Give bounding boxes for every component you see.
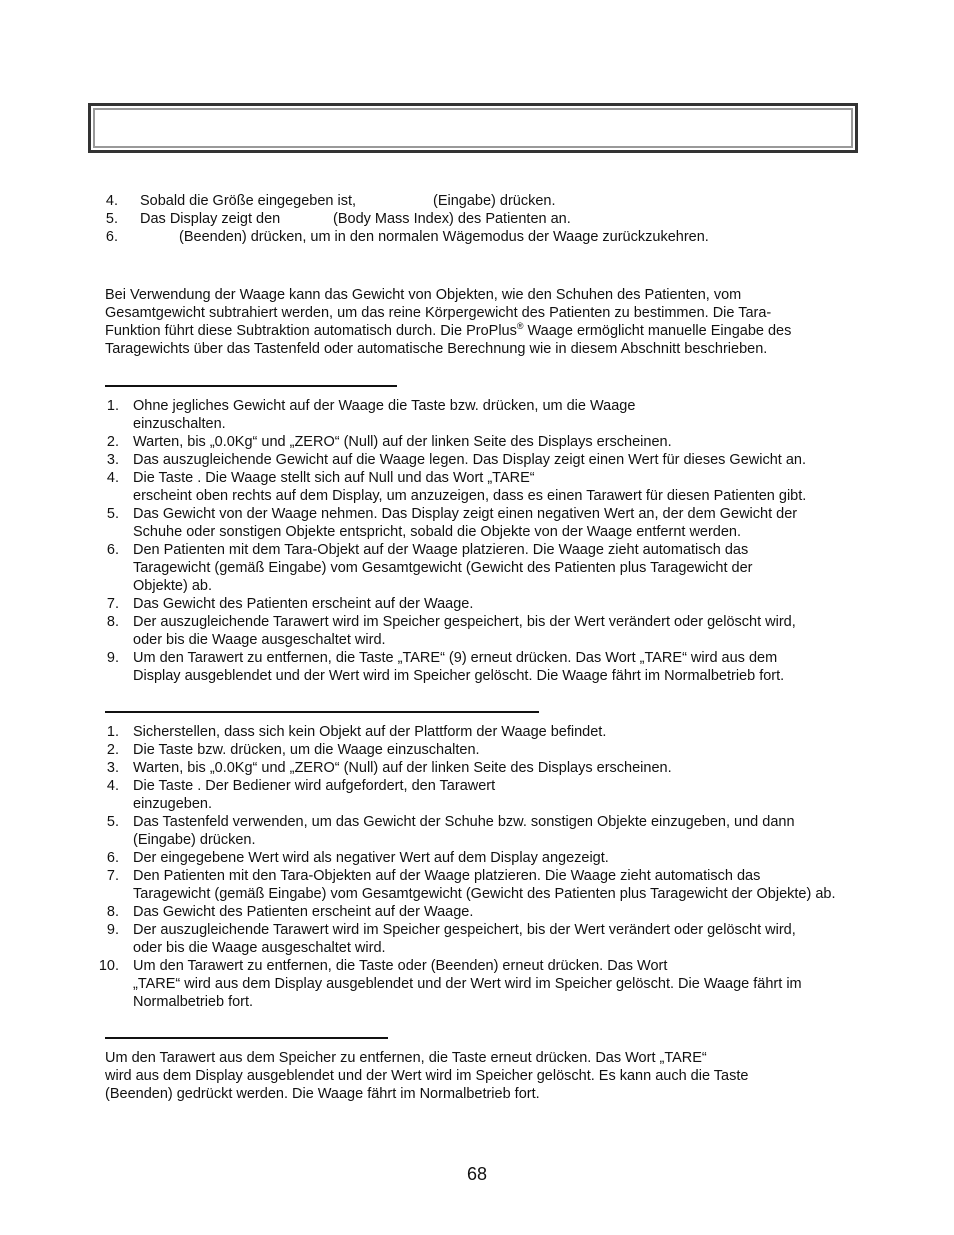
item-line: (Eingabe) drücken.: [133, 832, 256, 848]
item-text: [133, 541, 753, 595]
item-line: „TARE“ wird aus dem Display ausgeblendet und der Wert wird im Speicher gelöscht. Die Waage fährt im: [133, 976, 802, 992]
paragraph-text: Funktion führt diese Subtraktion automatisch durch. Die ProPlus: [105, 323, 517, 339]
item-number: 4.: [106, 778, 119, 794]
item-text: [133, 921, 796, 957]
item-line: Taragewicht (gemäß Eingabe) vom Gesamtgewicht (Gewicht des Patienten plus Taragewicht der Objekte) ab.: [133, 886, 836, 902]
paragraph-line: Um den Tarawert aus dem Speicher zu entfernen, die Taste erneut drücken. Das Wort „TARE“: [105, 1050, 707, 1066]
item-number: 6.: [106, 542, 119, 558]
item-line: Den Patienten mit dem Tara-Objekt auf der Waage platzieren. Die Waage zieht automatisch das: [133, 542, 749, 558]
item-number: 7.: [106, 596, 119, 612]
item-line: Das Gewicht von der Waage nehmen. Das Display zeigt einen negativen Wert an, der dem Gewicht der: [133, 506, 798, 522]
item-text: Das Display zeigt den: [140, 211, 281, 227]
item-text: [133, 741, 480, 759]
item-number: 4.: [105, 193, 118, 209]
item-number: 10.: [98, 958, 119, 974]
paragraph-line: wird aus dem Display ausgeblendet und der Wert wird im Speicher gelöscht. Es kann auch die Taste: [105, 1068, 749, 1084]
item-text: [133, 759, 672, 777]
item-line: Objekte) ab.: [133, 578, 212, 594]
item-text: (Body Mass Index) des Patienten an.: [333, 211, 571, 227]
item-number: 8.: [106, 614, 119, 630]
page-number: 68: [466, 1164, 488, 1184]
item-number: 4.: [106, 470, 119, 486]
item-line: Um den Tarawert zu entfernen, die Taste „TARE“ (9) erneut drücken. Das Wort „TARE“ wird aus dem: [133, 650, 778, 666]
item-line: Sicherstellen, dass sich kein Objekt auf der Plattform der Waage befindet.: [133, 724, 607, 740]
item-number: 6.: [106, 850, 119, 866]
intro-paragraph: [105, 286, 865, 358]
paragraph-text: Waage ermöglicht manuelle Eingabe des: [523, 323, 792, 339]
paragraph-line: Gesamtgewicht subtrahiert werden, um das reine Körpergewicht des Patienten zu bestimmen. Die Tara-: [105, 305, 772, 321]
item-text: [133, 903, 473, 921]
item-text: [133, 849, 609, 867]
registered-mark: ®: [516, 321, 524, 332]
item-text: (Eingabe) drücken.: [433, 193, 556, 209]
item-line: Der auszugleichende Tarawert wird im Speicher gespeichert, bis der Wert verändert oder gelöscht wird,: [133, 614, 796, 630]
item-text: [133, 469, 806, 505]
item-text: [133, 777, 495, 813]
section-heading-rule: [105, 1037, 388, 1039]
item-line: Der auszugleichende Tarawert wird im Speicher gespeichert, bis der Wert verändert oder gelöscht wird,: [133, 922, 796, 938]
item-text: [133, 595, 473, 613]
item-line: erscheint oben rechts auf dem Display, um anzuzeigen, dass es einen Tarawert für diesen Patienten gibt.: [133, 488, 807, 504]
section-header-box: [88, 103, 858, 153]
paragraph-line: Taragewichts über das Tastenfeld oder automatische Berechnung wie in diesem Abschnitt beschrieben.: [105, 341, 768, 357]
item-text: [133, 451, 806, 469]
item-text: [133, 723, 606, 741]
item-text: (Beenden) drücken, um in den normalen Wägemodus der Waage zurückzukehren.: [179, 229, 709, 245]
item-text: [133, 397, 635, 433]
item-number: 6.: [105, 229, 118, 245]
section-heading-rule: [105, 711, 539, 713]
item-line: Den Patienten mit den Tara-Objekten auf der Waage platzieren. Die Waage zieht automatisch das: [133, 868, 761, 884]
item-line: Warten, bis „0.0Kg“ und „ZERO“ (Null) auf der linken Seite des Displays erscheinen.: [133, 434, 672, 450]
item-text: [133, 867, 836, 903]
item-line: Das Tastenfeld verwenden, um das Gewicht der Schuhe bzw. sonstigen Objekte einzugeben, und dann: [133, 814, 795, 830]
item-number: 1.: [106, 398, 119, 414]
item-text: [133, 613, 796, 649]
item-number: 7.: [106, 868, 119, 884]
item-text: Sobald die Größe eingegeben ist,: [140, 193, 357, 209]
item-text: [133, 649, 784, 685]
item-number: 5.: [105, 211, 118, 227]
item-line: Warten, bis „0.0Kg“ und „ZERO“ (Null) auf der linken Seite des Displays erscheinen.: [133, 760, 672, 776]
item-line: Ohne jegliches Gewicht auf der Waage die Taste bzw. drücken, um die Waage: [133, 398, 636, 414]
item-number: 9.: [106, 650, 119, 666]
item-number: 5.: [106, 506, 119, 522]
item-line: Taragewicht (gemäß Eingabe) vom Gesamtgewicht (Gewicht des Patienten plus Taragewicht der: [133, 560, 753, 576]
item-number: 3.: [106, 760, 119, 776]
item-number: 3.: [106, 452, 119, 468]
section-heading-rule: [105, 385, 397, 387]
item-line: Die Taste . Der Bediener wird aufgefordert, den Tarawert: [133, 778, 496, 794]
paragraph-line: [105, 322, 865, 340]
item-text: [133, 433, 672, 451]
item-text: [133, 813, 795, 849]
item-line: Die Taste bzw. drücken, um die Waage einzuschalten.: [133, 742, 480, 758]
item-number: 2.: [106, 742, 119, 758]
item-line: Schuhe oder sonstigen Objekte entspricht, sobald die Objekte von der Waage entfernt werden.: [133, 524, 742, 540]
item-line: einzuschalten.: [133, 416, 226, 432]
item-line: Display ausgeblendet und der Wert wird im Speicher gelöscht. Die Waage fährt im Normalbetrieb fort.: [133, 668, 785, 684]
item-line: Das Gewicht des Patienten erscheint auf der Waage.: [133, 904, 474, 920]
item-line: einzugeben.: [133, 796, 213, 812]
item-line: Das auszugleichende Gewicht auf die Waage legen. Das Display zeigt einen Wert für dieses Gewicht an.: [133, 452, 806, 468]
paragraph-line: Bei Verwendung der Waage kann das Gewicht von Objekten, wie den Schuhen des Patienten, vom: [105, 287, 742, 303]
item-number: 1.: [106, 724, 119, 740]
item-number: 8.: [106, 904, 119, 920]
item-line: Das Gewicht des Patienten erscheint auf der Waage.: [133, 596, 474, 612]
item-line: Die Taste . Die Waage stellt sich auf Null und das Wort „TARE“: [133, 470, 535, 486]
item-line: oder bis die Waage ausgeschaltet wird.: [133, 632, 386, 648]
closing-paragraph: [105, 1049, 865, 1103]
item-line: Der eingegebene Wert wird als negativer Wert auf dem Display angezeigt.: [133, 850, 609, 866]
item-line: Normalbetrieb fort.: [133, 994, 254, 1010]
item-number: 9.: [106, 922, 119, 938]
item-line: oder bis die Waage ausgeschaltet wird.: [133, 940, 386, 956]
item-line: Um den Tarawert zu entfernen, die Taste oder (Beenden) erneut drücken. Das Wort: [133, 958, 668, 974]
paragraph-line: (Beenden) gedrückt werden. Die Waage fährt im Normalbetrieb fort.: [105, 1086, 540, 1102]
item-text: [133, 957, 802, 1011]
item-number: 5.: [106, 814, 119, 830]
item-number: 2.: [106, 434, 119, 450]
item-text: [133, 505, 797, 541]
